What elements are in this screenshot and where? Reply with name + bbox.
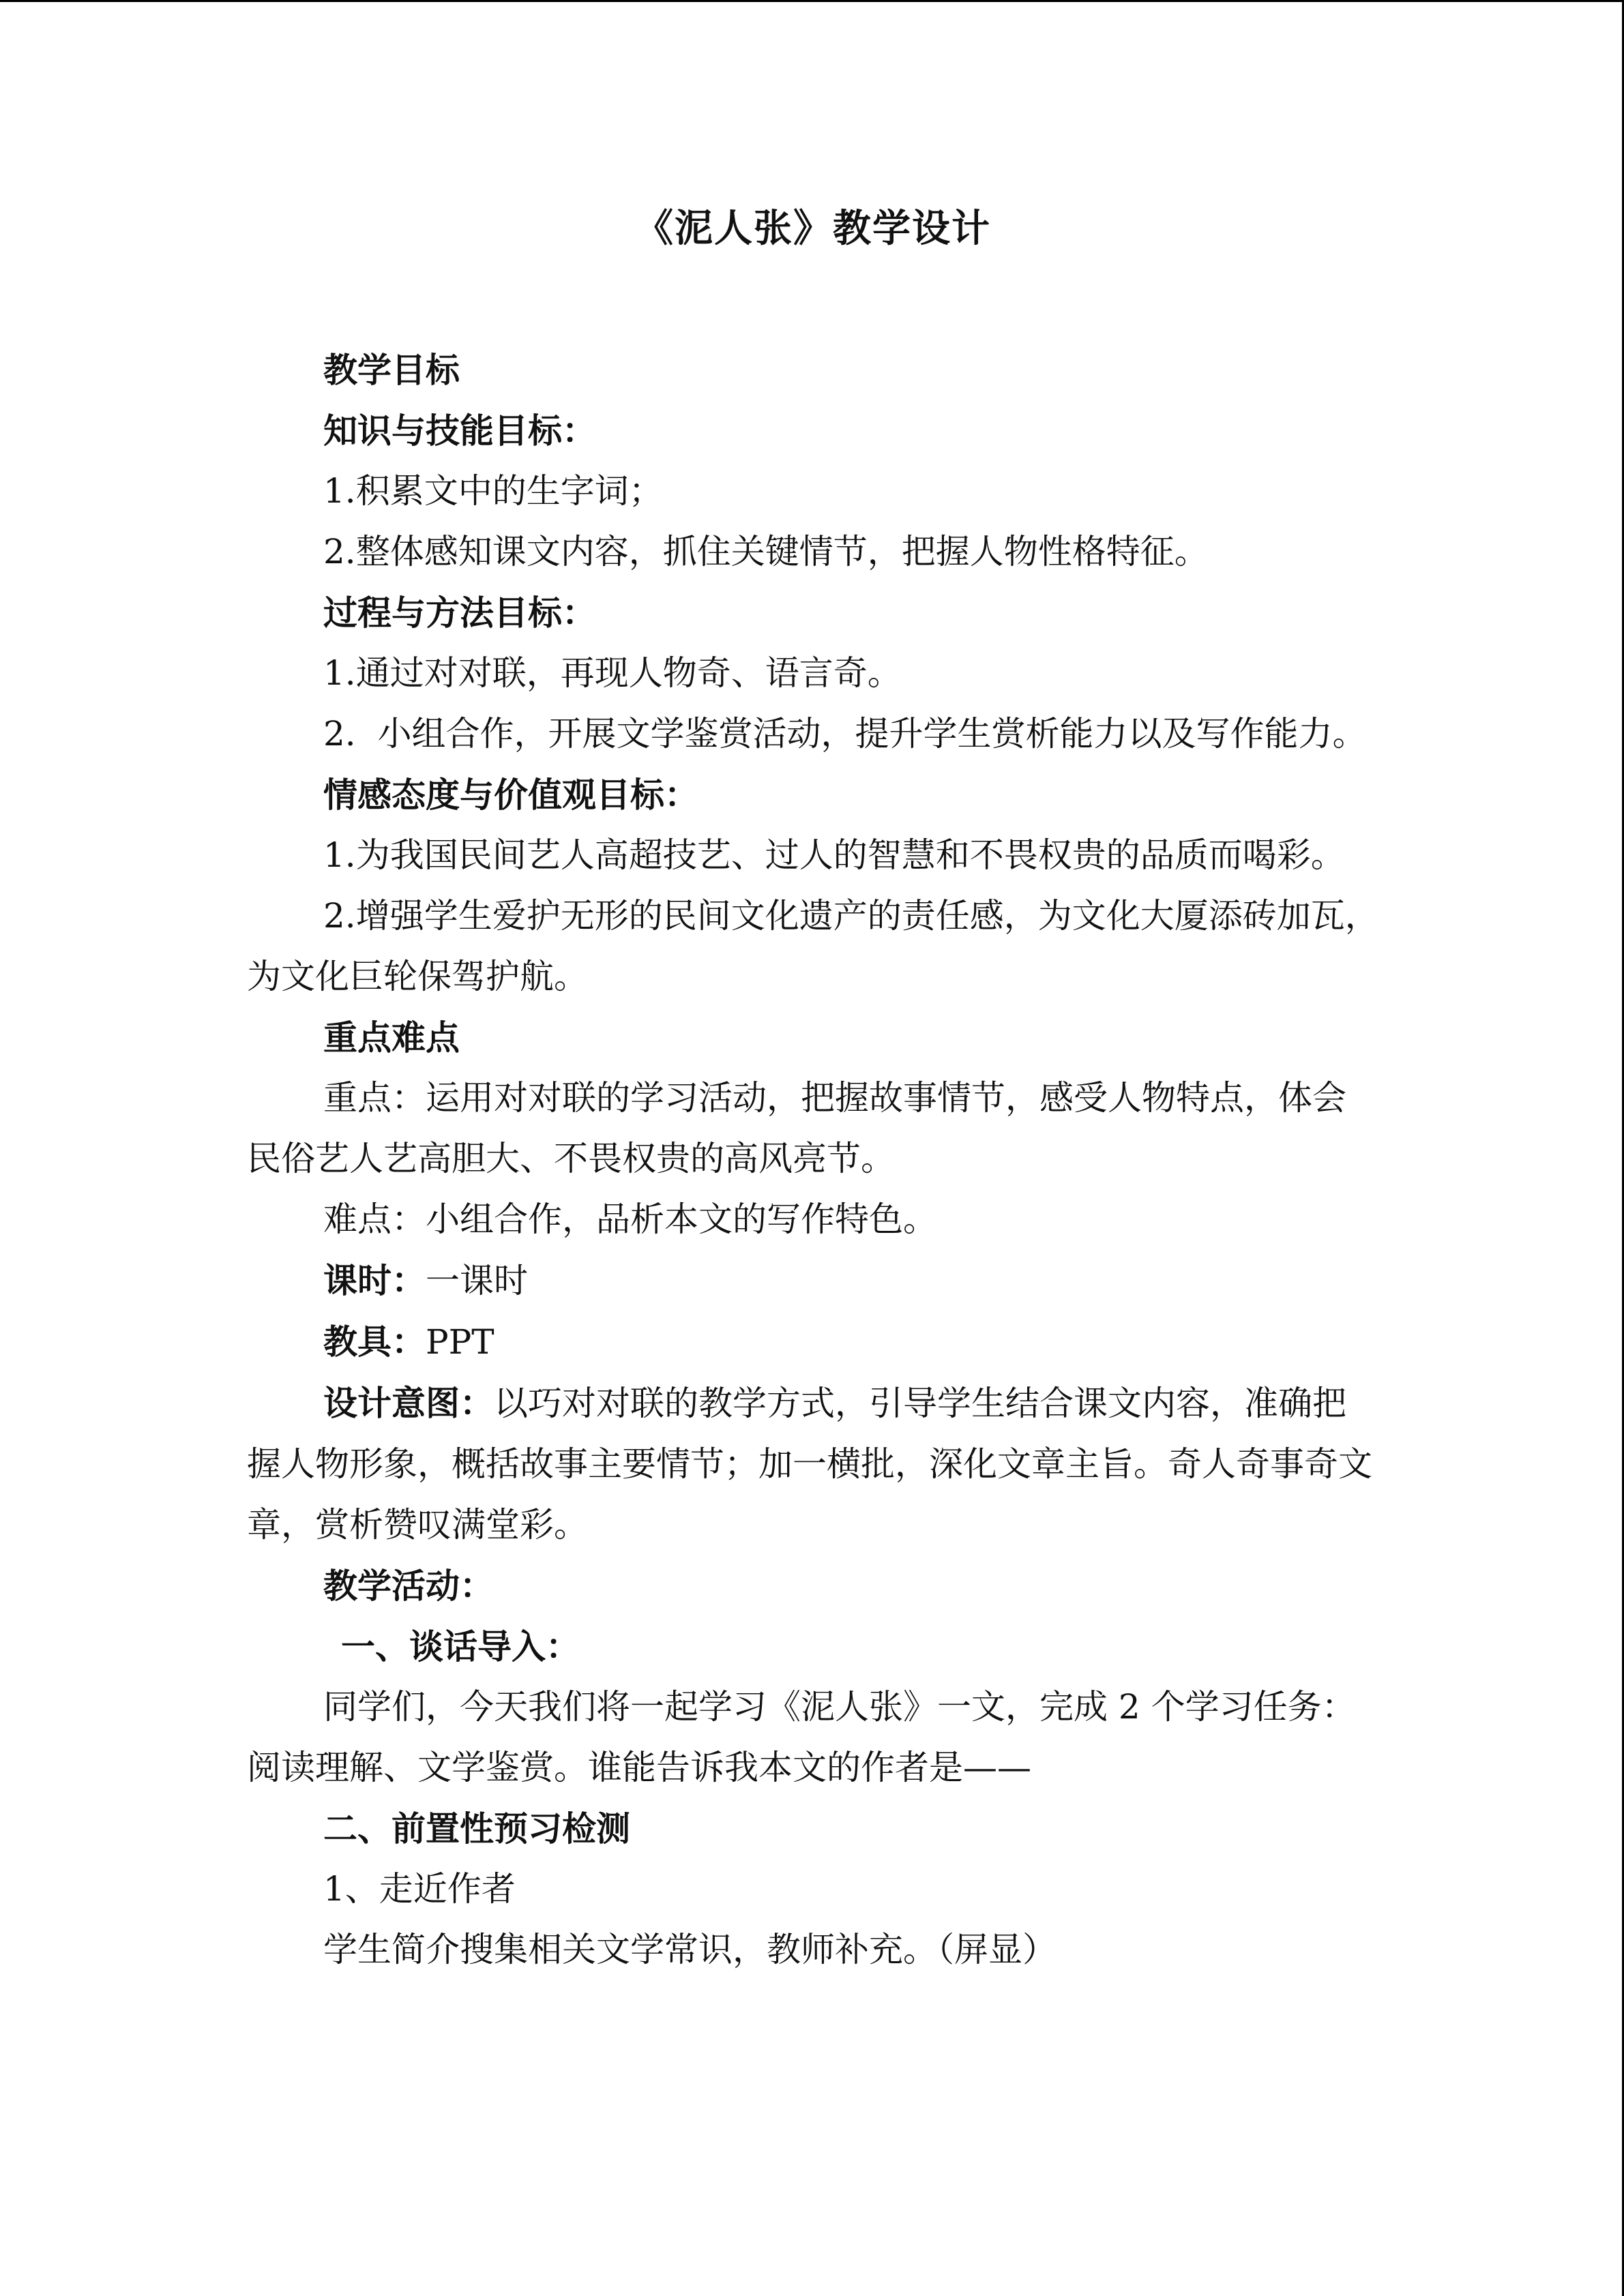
document-page <box>247 198 1379 1980</box>
intro-heading: 一、谈话导入： <box>341 1626 580 1667</box>
emotion-item-2: 2.增强学生爱护无形的民间文化遗产的责任感，为文化大厦添砖加瓦，为文化巨轮保驾护航。 <box>247 896 1379 996</box>
class-hours-value: 一课时 <box>426 1261 528 1300</box>
design-intent-label: 设计意图： <box>323 1383 494 1423</box>
activities-heading: 教学活动： <box>323 1566 494 1606</box>
design-intent-text: 以巧对对联的教学方式，引导学生结合课文内容，准确把握人物形象，概括故事主要情节；加一横批，深化文章主旨。奇人奇事奇文章，赏析赞叹满堂彩。 <box>247 1384 1372 1545</box>
teaching-aids-label: 教具： <box>323 1322 426 1362</box>
preview-item-1: 1、走近作者 <box>323 1869 516 1909</box>
knowledge-item-2: 2.整体感知课文内容，抓住关键情节，把握人物性格特征。 <box>323 532 1209 571</box>
knowledge-item-1: 1.积累文中的生字词； <box>323 471 663 511</box>
document-title: 《泥人张》教学设计 <box>635 206 991 251</box>
process-method-heading: 过程与方法目标： <box>323 593 596 633</box>
key-point-focus: 重点：运用对对联的学习活动，把握故事情节，感受人物特点，体会民俗艺人艺高胆大、不畏权贵的高风亮节。 <box>247 1078 1346 1178</box>
design-intent-paragraph <box>247 1373 1379 1555</box>
preview-heading: 二、前置性预习检测 <box>323 1808 630 1849</box>
key-point-difficulty: 难点：小组合作，品析本文的写作特色。 <box>323 1199 937 1239</box>
emotion-item-1: 1.为我国民间艺人高超技艺、过人的智慧和不畏权贵的品质而喝彩。 <box>323 835 1345 875</box>
objectives-heading: 教学目标 <box>323 350 460 390</box>
process-item-1: 1.通过对对联，再现人物奇、语言奇。 <box>323 653 902 693</box>
class-hours-label: 课时： <box>323 1260 426 1300</box>
emotion-values-heading: 情感态度与价值观目标： <box>323 775 698 815</box>
class-hours-line <box>247 1250 1379 1311</box>
process-item-2: 2. 小组合作，开展文学鉴赏活动，提升学生赏析能力以及写作能力。 <box>323 714 1367 754</box>
knowledge-skills-heading: 知识与技能目标： <box>323 411 596 451</box>
intro-text: 同学们，今天我们将一起学习《泥人张》一文，完成 2 个学习任务：阅读理解、文学鉴赏。谁能告诉我本文的作者是—— <box>247 1687 1356 1787</box>
preview-item-1-text: 学生简介搜集相关文学常识，教师补充。（屏显） <box>323 1930 1057 1969</box>
page-top-border <box>0 0 1624 2</box>
teaching-aids-value: PPT <box>426 1322 494 1362</box>
key-points-heading: 重点难点 <box>323 1017 460 1058</box>
teaching-aids-line <box>247 1311 1379 1373</box>
